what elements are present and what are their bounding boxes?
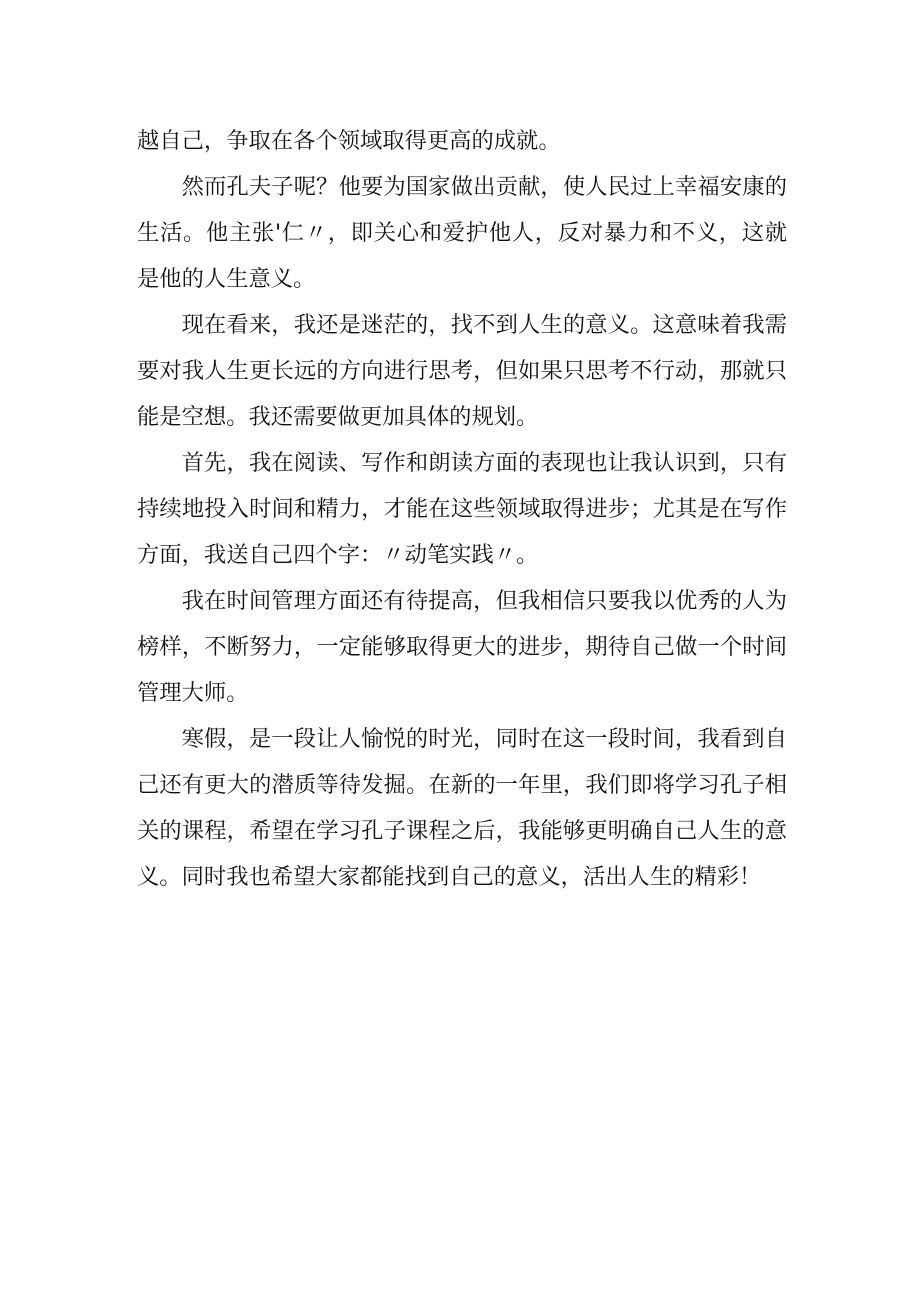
paragraph-confucius: 然而孔夫子呢？他要为国家做出贡献，使人民过上幸福安康的生活。他主张'仁〃，即关心和爱护他人，反对暴力和不义，这就是他的人生意义。 [137, 174, 787, 292]
paragraph-winter-break: 寒假，是一段让人愉悦的时光，同时在这一段时间，我看到自己还有更大的潜质等待发掘。在新的一年里，我们即将学习孔子相关的课程，希望在学习孔子课程之后，我能够更明确自己人生的意义。同时我也希望大家都能找到自己的意义，活出人生的精彩！ [137, 726, 787, 890]
paragraph-time-management: 我在时间管理方面还有待提高，但我相信只要我以优秀的人为榜样，不断努力，一定能够取得更大的进步，期待自己做一个时间管理大师。 [137, 588, 787, 706]
paragraph-confusion: 现在看来，我还是迷茫的，找不到人生的意义。这意味着我需要对我人生更长远的方向进行思考，但如果只思考不行动，那就只能是空想。我还需要做更加具体的规划。 [137, 312, 787, 430]
paragraph-reading-writing: 首先，我在阅读、写作和朗读方面的表现也让我认识到，只有持续地投入时间和精力，才能在这些领域取得进步；尤其是在写作方面，我送自己四个字：〃动笔实践〃。 [137, 450, 787, 568]
paragraph-continuation: 越自己，争取在各个领域取得更高的成就。 [137, 128, 561, 154]
document-body [137, 118, 787, 900]
